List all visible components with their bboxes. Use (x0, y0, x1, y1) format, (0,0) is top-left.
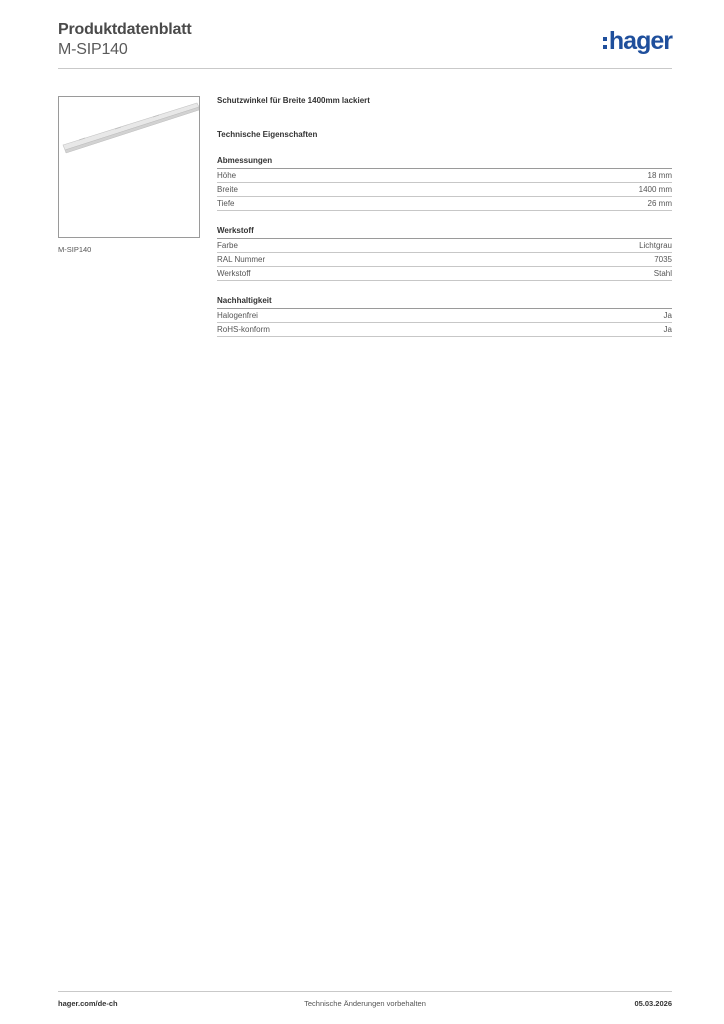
row-value: Lichtgrau (639, 241, 672, 250)
row-value: Ja (663, 311, 672, 320)
logo-dots-icon (603, 37, 607, 49)
table-row (217, 183, 672, 197)
hager-logo[interactable] (603, 26, 672, 56)
row-label: Tiefe (217, 199, 235, 208)
footer-website-link[interactable]: hager.com/de-ch (58, 999, 118, 1008)
page-header (58, 20, 672, 70)
protective-angle-picture (59, 97, 199, 237)
row-value: 1400 mm (638, 185, 672, 194)
row-label: Breite (217, 185, 238, 194)
row-value: 7035 (654, 255, 672, 264)
row-label: Höhe (217, 171, 237, 180)
footer-notice: Technische Änderungen vorbehalten (304, 999, 426, 1008)
row-value: 26 mm (647, 199, 672, 208)
group-material (217, 226, 672, 281)
row-label: Farbe (217, 241, 238, 250)
group-dimensions (217, 156, 672, 211)
table-row (217, 309, 672, 323)
table-row (217, 253, 672, 267)
document-title: Produktdatenblatt (58, 21, 192, 38)
group-title: Werkstoff (217, 226, 672, 239)
footer-date: 05.03.2026 (634, 999, 672, 1008)
row-value: Ja (663, 325, 672, 334)
table-row (217, 239, 672, 253)
product-description: Schutzwinkel für Breite 1400mm lackiert (217, 96, 370, 105)
group-title: Nachhaltigkeit (217, 296, 672, 309)
group-sustainability (217, 296, 672, 337)
image-caption: M-SIP140 (58, 245, 92, 254)
row-label: RAL Nummer (217, 255, 266, 264)
row-value: Stahl (653, 269, 672, 278)
group-title: Abmessungen (217, 156, 672, 169)
table-row (217, 323, 672, 337)
product-code: M-SIP140 (58, 41, 128, 58)
footer-divider (58, 991, 672, 992)
logo-text: hager (608, 27, 672, 55)
technical-properties-title: Technische Eigenschaften (217, 130, 318, 139)
product-details (217, 96, 672, 352)
row-label: Werkstoff (217, 269, 251, 278)
product-image (58, 96, 200, 238)
table-row (217, 197, 672, 211)
page-footer (58, 999, 672, 1011)
header-divider (58, 68, 672, 69)
row-value: 18 mm (647, 171, 672, 180)
table-row (217, 169, 672, 183)
row-label: RoHS-konform (217, 325, 270, 334)
table-row (217, 267, 672, 281)
row-label: Halogenfrei (217, 311, 258, 320)
